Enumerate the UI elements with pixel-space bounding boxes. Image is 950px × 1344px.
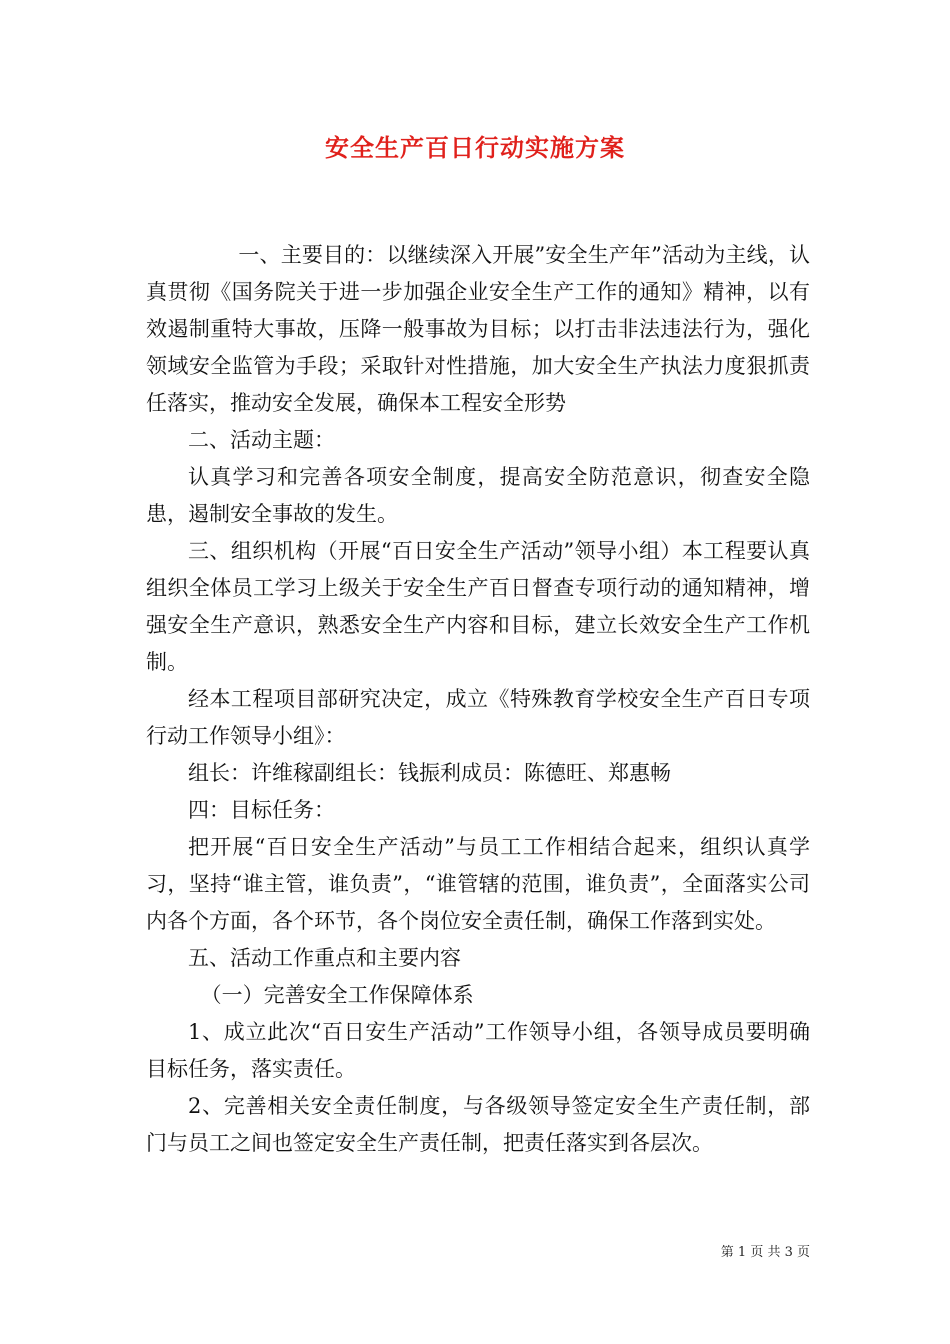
paragraph-goals-heading: 四：目标任务： [188,798,335,822]
paragraph-objective: 一、主要目的：以继续深入开展”安全生产年”活动为主线，认真贯彻《国务院关于进一步加强企业安全生产工作的通知》精神，以有效遏制重特大事故，压降一般事故为目标；以打击非法违法行为，强化领域安全监管为手段；采取针对性措施，加大安全生产执法力度狠抓责任落实，推动安全发展，确保本工程安全形势 [146,243,810,415]
page-number: 第 1 页 共 3 页 [720,1245,810,1260]
paragraph-item-2: 2、完善相关安全责任制度，与各级领导签定安全生产责任制，部门与员工之间也签定安全生产责任制，把责任落实到各层次。 [146,1094,810,1155]
paragraph-theme-heading: 二、活动主题： [188,428,335,452]
paragraph-members: 组长：许维稼副组长：钱振利成员：陈德旺、郑惠畅 [188,761,671,785]
document-title: 安全生产百日行动实施方案 [325,133,625,162]
paragraph-decision: 经本工程项目部研究决定，成立《特殊教育学校安全生产百日专项行动工作领导小组》： [146,687,810,748]
paragraph-organization: 三、组织机构（开展“百日安全生产活动”领导小组）本工程要认真组织全体员工学习上级关于安全生产百日督查专项行动的通知精神，增强安全生产意识，熟悉安全生产内容和目标，建立长效安全生产工作机制。 [146,539,810,674]
paragraph-subheading-1: （一）完善安全工作保障体系 [200,983,474,1007]
paragraph-key-points-heading: 五、活动工作重点和主要内容 [188,946,461,970]
paragraph-goals: 把开展“百日安全生产活动”与员工工作相结合起来，组织认真学习，坚持“谁主管，谁负责”，“谁管辖的范围，谁负责”，全面落实公司内各个方面，各个环节，各个岗位安全责任制，确保工作落到实处。 [146,835,810,933]
document-body [146,237,810,1162]
paragraph-theme: 认真学习和完善各项安全制度，提高安全防范意识，彻查安全隐患，遏制安全事故的发生。 [146,465,810,526]
paragraph-item-1: 1、成立此次“百日安生产活动”工作领导小组，各领导成员要明确目标任务，落实责任。 [146,1020,810,1081]
